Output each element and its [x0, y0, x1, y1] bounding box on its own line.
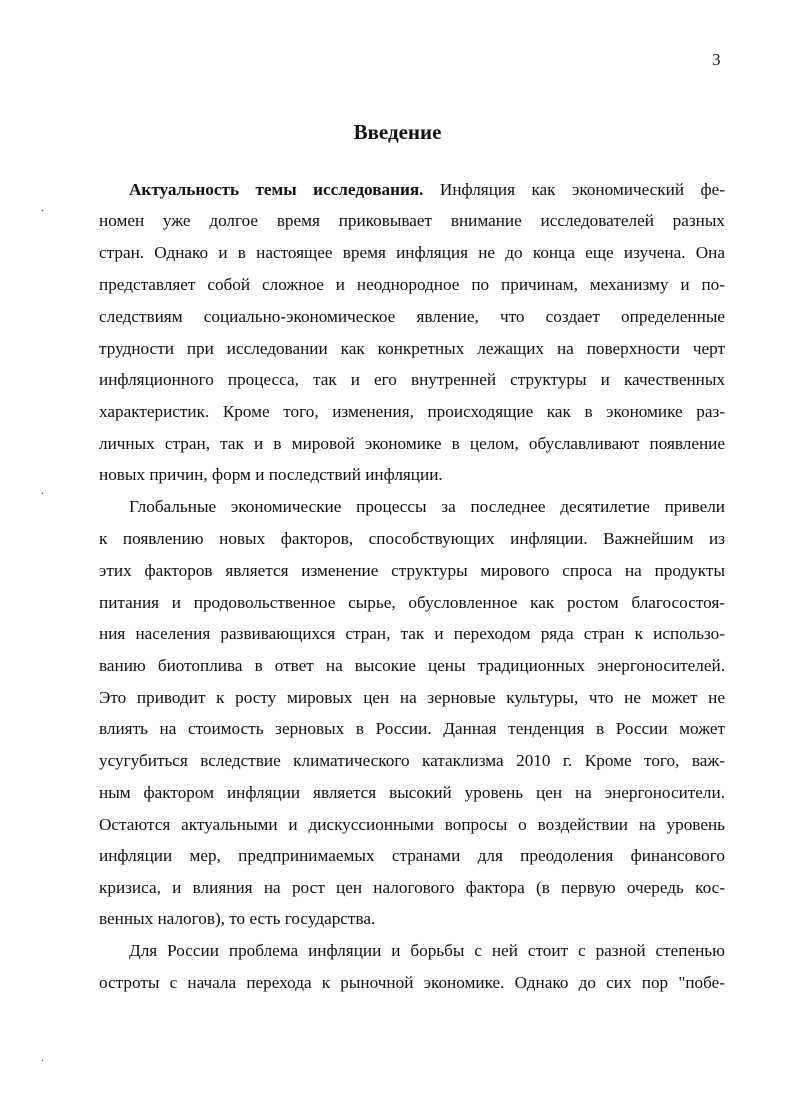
margin-mark: . — [41, 200, 44, 214]
page-number: 3 — [712, 50, 721, 69]
paragraph-1-line-3: стран. Однако и в настоящее время инфляция не до конца еще изучена. Она — [99, 243, 725, 262]
paragraph-1-line-4: представляет собой сложное и неоднородное по причинам, механизму и по- — [99, 275, 725, 294]
paragraph-3-line-1: Для России проблема инфляции и борьбы с ней стоит с разной степенью — [129, 941, 725, 960]
paragraph-2-line-8: влиять на стоимость зерновых в России. Данная тенденция в России может — [99, 719, 725, 738]
lead-phrase: Актуальность темы исследования. — [129, 180, 424, 199]
paragraph-2-line-14: венных налогов), то есть государства. — [99, 909, 376, 928]
paragraph-2-line-12: инфляции мер, предпринимаемых странами для преодоления финансового — [99, 846, 725, 865]
margin-mark: . — [41, 1050, 44, 1064]
paragraph-1-line-1 — [129, 180, 725, 200]
paragraph-2-line-3: этих факторов является изменение структуры мирового спроса на продукты — [99, 561, 725, 580]
paragraph-1-line-9: личных стран, так и в мировой экономике в целом, обуславливают появление — [99, 434, 725, 453]
paragraph-2-line-5: ния населения развивающихся стран, так и переходом ряда стран к использо- — [99, 624, 725, 643]
paragraph-1-line-6: трудности при исследовании как конкретных лежащих на поверхности черт — [99, 339, 725, 358]
paragraph-2-line-13: кризиса, и влияния на рост цен налогового фактора (в первую очередь кос- — [99, 878, 725, 897]
text-segment: Инфляция как экономический фе- — [423, 180, 725, 199]
paragraph-2-line-9: усугубиться вследствие климатического катаклизма 2010 г. Кроме того, важ- — [99, 751, 725, 770]
paragraph-1-line-8: характеристик. Кроме того, изменения, происходящие как в экономике раз- — [99, 402, 725, 421]
paragraph-2-line-10: ным фактором инфляции является высокий уровень цен на энергоносители. — [99, 783, 725, 802]
paragraph-2-line-11: Остаются актуальными и дискуссионными вопросы о воздействии на уровень — [99, 815, 725, 834]
paragraph-2-line-7: Это приводит к росту мировых цен на зерновые культуры, что не может не — [99, 688, 725, 707]
paragraph-1-line-2: номен уже долгое время приковывает внимание исследователей разных — [99, 211, 725, 230]
paragraph-3-line-2: остроты с начала перехода к рыночной экономике. Однако до сих пор "побе- — [99, 973, 725, 992]
paragraph-2-line-4: питания и продовольственное сырье, обусловленное как ростом благосостоя- — [99, 593, 725, 612]
paragraph-2-line-2: к появлению новых факторов, способствующих инфляции. Важнейшим из — [99, 529, 725, 548]
paragraph-2-line-6: ванию биотоплива в ответ на высокие цены традиционных энергоносителей. — [99, 656, 725, 675]
paragraph-2-line-1: Глобальные экономические процессы за последнее десятилетие привели — [129, 497, 725, 516]
page-title: Введение — [353, 120, 442, 144]
paragraph-1-line-7: инфляционного процесса, так и его внутренней структуры и качественных — [99, 370, 725, 389]
paragraph-1-line-10: новых причин, форм и последствий инфляции. — [99, 465, 443, 484]
margin-mark: . — [41, 483, 44, 497]
paragraph-1-line-5: следствиям социально-экономическое явление, что создает определенные — [99, 307, 725, 326]
